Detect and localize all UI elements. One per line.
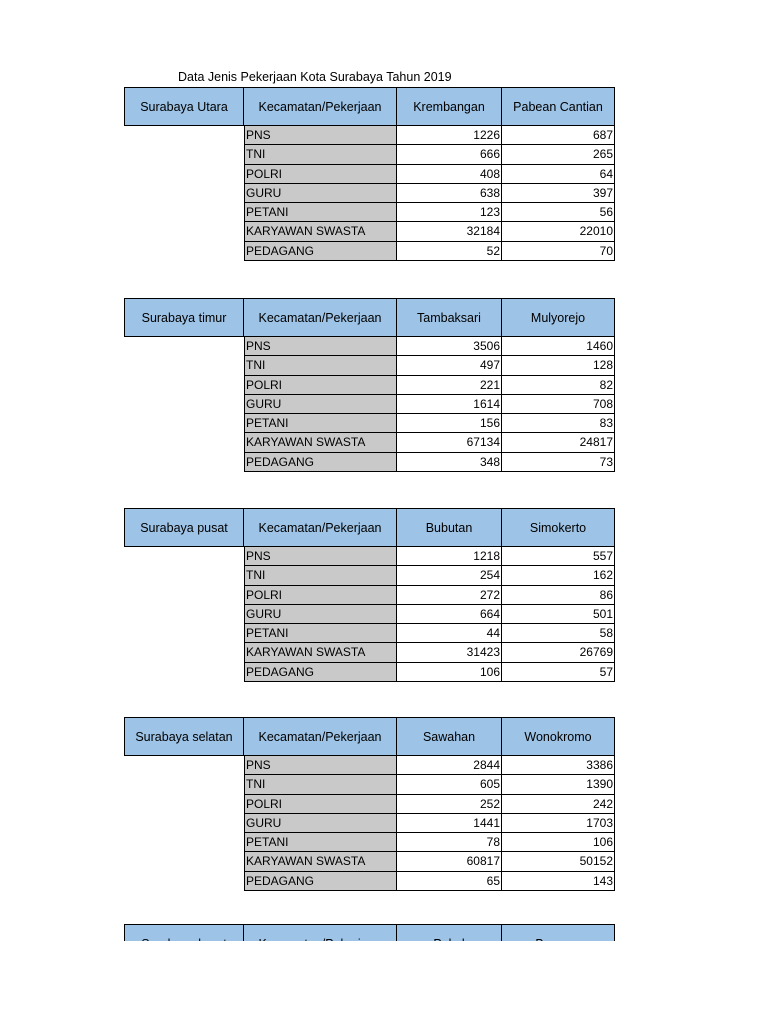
value-cell[interactable]: 1460	[502, 337, 615, 356]
district-header-cell[interactable]: Simokerto	[502, 508, 615, 547]
table-row	[244, 605, 615, 624]
table-row	[244, 872, 615, 891]
job-label-cell[interactable]: PETANI	[244, 833, 397, 852]
job-label-cell[interactable]: TNI	[244, 775, 397, 794]
value-cell[interactable]: 221	[397, 376, 502, 395]
page-title: Data Jenis Pekerjaan Kota Surabaya Tahun 2019	[178, 70, 452, 84]
value-cell[interactable]: 64	[502, 165, 615, 184]
job-label-cell[interactable]: PETANI	[244, 203, 397, 222]
job-label-cell[interactable]: POLRI	[244, 586, 397, 605]
value-cell[interactable]: 31423	[397, 643, 502, 662]
value-cell[interactable]: 106	[397, 663, 502, 682]
job-label-cell[interactable]: TNI	[244, 145, 397, 164]
value-cell[interactable]: 1441	[397, 814, 502, 833]
column-header-cell[interactable]: Kecamatan/Pekerjaan	[244, 508, 397, 547]
value-cell[interactable]: 86	[502, 586, 615, 605]
value-cell[interactable]: 65	[397, 872, 502, 891]
job-label-cell[interactable]: TNI	[244, 566, 397, 585]
value-cell[interactable]: 123	[397, 203, 502, 222]
table-row	[244, 126, 615, 145]
job-label-cell[interactable]: PETANI	[244, 624, 397, 643]
job-label-cell[interactable]: PEDAGANG	[244, 453, 397, 472]
region-header-cell[interactable]: Surabaya Utara	[124, 87, 244, 126]
table-row	[244, 775, 615, 794]
table-row	[244, 756, 615, 775]
value-cell[interactable]: 497	[397, 356, 502, 375]
value-cell[interactable]: 3506	[397, 337, 502, 356]
value-cell[interactable]: 1218	[397, 547, 502, 566]
value-cell[interactable]: 50152	[502, 852, 615, 871]
region-table	[124, 87, 615, 261]
value-cell[interactable]: 143	[502, 872, 615, 891]
job-label-cell[interactable]: POLRI	[244, 165, 397, 184]
table-row	[244, 222, 615, 241]
value-cell[interactable]: 501	[502, 605, 615, 624]
job-label-cell[interactable]: GURU	[244, 184, 397, 203]
table-row	[244, 433, 615, 452]
district-header-cell[interactable]: Sawahan	[397, 717, 502, 756]
district-header-cell[interactable]: Krembangan	[397, 87, 502, 126]
table-row	[244, 395, 615, 414]
column-header-cell[interactable]: Kecamatan/Pekerjaan	[244, 717, 397, 756]
table-row	[244, 624, 615, 643]
value-cell[interactable]: 32184	[397, 222, 502, 241]
table-row	[244, 184, 615, 203]
column-header-cell[interactable]: Kecamatan/Pekerjaan	[244, 298, 397, 337]
table-header-row	[124, 717, 615, 756]
table-header-row	[124, 87, 615, 126]
region-table	[124, 508, 615, 682]
value-cell[interactable]: 44	[397, 624, 502, 643]
job-label-cell[interactable]: GURU	[244, 814, 397, 833]
district-header-cell[interactable]: Wonokromo	[502, 717, 615, 756]
table-header-row	[124, 298, 615, 337]
table-row	[244, 203, 615, 222]
table-row	[244, 663, 615, 682]
job-label-cell[interactable]: PEDAGANG	[244, 872, 397, 891]
value-cell[interactable]: 272	[397, 586, 502, 605]
table-row	[244, 547, 615, 566]
job-label-cell[interactable]: KARYAWAN SWASTA	[244, 222, 397, 241]
region-table	[124, 717, 615, 891]
job-label-cell[interactable]: TNI	[244, 356, 397, 375]
value-cell[interactable]: 24817	[502, 433, 615, 452]
value-cell[interactable]: 557	[502, 547, 615, 566]
region-table	[124, 298, 615, 472]
value-cell[interactable]: 638	[397, 184, 502, 203]
job-label-cell[interactable]: POLRI	[244, 795, 397, 814]
region-header-cell[interactable]: Surabaya timur	[124, 298, 244, 337]
region-header-cell[interactable]: Surabaya selatan	[124, 717, 244, 756]
table-row	[244, 337, 615, 356]
value-cell[interactable]: 265	[502, 145, 615, 164]
job-label-cell[interactable]: POLRI	[244, 376, 397, 395]
table-row	[244, 833, 615, 852]
value-cell[interactable]: 252	[397, 795, 502, 814]
table-row	[244, 453, 615, 472]
job-label-cell[interactable]: KARYAWAN SWASTA	[244, 433, 397, 452]
job-label-cell[interactable]: GURU	[244, 605, 397, 624]
page-bottom-margin	[0, 941, 768, 1024]
column-header-cell[interactable]: Kecamatan/Pekerjaan	[244, 87, 397, 126]
district-header-cell[interactable]: Tambaksari	[397, 298, 502, 337]
value-cell[interactable]: 83	[502, 414, 615, 433]
value-cell[interactable]: 56	[502, 203, 615, 222]
value-cell[interactable]: 348	[397, 453, 502, 472]
value-cell[interactable]: 156	[397, 414, 502, 433]
value-cell[interactable]: 82	[502, 376, 615, 395]
value-cell[interactable]: 708	[502, 395, 615, 414]
table-row	[244, 814, 615, 833]
value-cell[interactable]: 52	[397, 242, 502, 261]
table-row	[244, 852, 615, 871]
job-label-cell[interactable]: PNS	[244, 337, 397, 356]
value-cell[interactable]: 78	[397, 833, 502, 852]
table-row	[244, 376, 615, 395]
value-cell[interactable]: 60817	[397, 852, 502, 871]
value-cell[interactable]: 1614	[397, 395, 502, 414]
value-cell[interactable]: 687	[502, 126, 615, 145]
value-cell[interactable]: 664	[397, 605, 502, 624]
job-label-cell[interactable]: PETANI	[244, 414, 397, 433]
value-cell[interactable]: 397	[502, 184, 615, 203]
value-cell[interactable]: 1703	[502, 814, 615, 833]
value-cell[interactable]: 128	[502, 356, 615, 375]
table-header-row	[124, 508, 615, 547]
value-cell[interactable]: 162	[502, 566, 615, 585]
table-row	[244, 414, 615, 433]
job-label-cell[interactable]: PNS	[244, 547, 397, 566]
job-label-cell[interactable]: PNS	[244, 126, 397, 145]
value-cell[interactable]: 22010	[502, 222, 615, 241]
value-cell[interactable]: 70	[502, 242, 615, 261]
value-cell[interactable]: 67134	[397, 433, 502, 452]
district-header-cell[interactable]: Pabean Cantian	[502, 87, 615, 126]
district-header-cell[interactable]: Bubutan	[397, 508, 502, 547]
value-cell[interactable]: 2844	[397, 756, 502, 775]
value-cell[interactable]: 242	[502, 795, 615, 814]
table-row	[244, 643, 615, 662]
value-cell[interactable]: 605	[397, 775, 502, 794]
table-row	[244, 795, 615, 814]
value-cell[interactable]: 73	[502, 453, 615, 472]
job-label-cell[interactable]: PEDAGANG	[244, 663, 397, 682]
value-cell[interactable]: 26769	[502, 643, 615, 662]
job-label-cell[interactable]: PNS	[244, 756, 397, 775]
value-cell[interactable]: 666	[397, 145, 502, 164]
value-cell[interactable]: 57	[502, 663, 615, 682]
table-row	[244, 165, 615, 184]
job-label-cell[interactable]: PEDAGANG	[244, 242, 397, 261]
table-row	[244, 242, 615, 261]
job-label-cell[interactable]: GURU	[244, 395, 397, 414]
value-cell[interactable]: 106	[502, 833, 615, 852]
region-header-cell[interactable]: Surabaya pusat	[124, 508, 244, 547]
value-cell[interactable]: 254	[397, 566, 502, 585]
district-header-cell[interactable]: Mulyorejo	[502, 298, 615, 337]
value-cell[interactable]: 1226	[397, 126, 502, 145]
value-cell[interactable]: 408	[397, 165, 502, 184]
table-row	[244, 145, 615, 164]
table-row	[244, 566, 615, 585]
value-cell[interactable]: 1390	[502, 775, 615, 794]
value-cell[interactable]: 3386	[502, 756, 615, 775]
job-label-cell[interactable]: KARYAWAN SWASTA	[244, 852, 397, 871]
value-cell[interactable]: 58	[502, 624, 615, 643]
job-label-cell[interactable]: KARYAWAN SWASTA	[244, 643, 397, 662]
table-row	[244, 586, 615, 605]
table-row	[244, 356, 615, 375]
